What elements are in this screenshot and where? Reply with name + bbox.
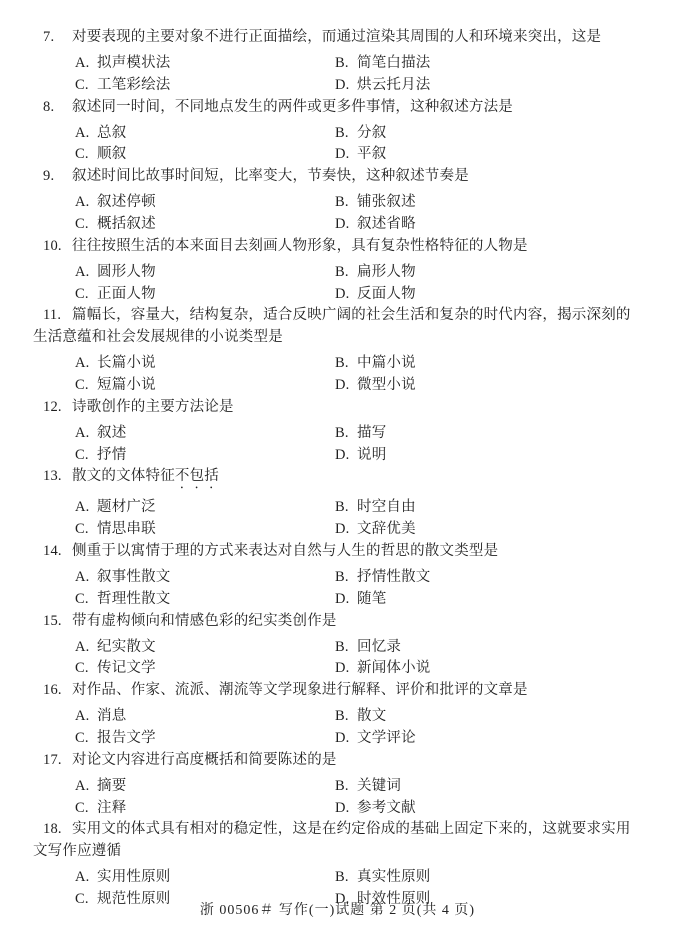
option-label: C. — [75, 660, 89, 677]
option-text: 工笔彩绘法 — [97, 76, 171, 93]
question-body: 侧重于以寓情于理的方式来表达对自然与人生的哲思的散文类型是 — [72, 542, 499, 559]
option-text: 烘云托月法 — [357, 76, 431, 93]
option-label: C. — [75, 799, 89, 816]
question-stem — [33, 27, 635, 53]
option-label: A. — [75, 869, 90, 886]
option-text: 说明 — [357, 446, 387, 463]
option-label: B. — [335, 124, 349, 141]
option-item — [75, 144, 335, 166]
question-block — [33, 541, 635, 611]
question-body: 往往按照生活的本来面目去刻画人物形象，具有复杂性格特征的人物是 — [72, 237, 528, 254]
question-body: 对作品、作家、流派、潮流等文学现象进行解释、评价和批评的文章是 — [72, 682, 528, 699]
question-stem — [33, 397, 635, 423]
option-text: 正面人物 — [97, 285, 156, 302]
question-block — [33, 27, 635, 97]
option-item — [75, 776, 335, 798]
question-block — [33, 466, 635, 541]
question-block — [33, 236, 635, 306]
option-label: C. — [75, 446, 89, 463]
option-item — [335, 567, 635, 589]
options-grid — [75, 123, 635, 167]
option-label: B. — [335, 869, 349, 886]
option-text: 微型小说 — [357, 376, 416, 393]
option-label: D. — [335, 215, 350, 232]
question-number: 11. — [43, 307, 62, 324]
question-stem — [33, 97, 635, 123]
option-label: D. — [335, 285, 350, 302]
option-text: 抒情性散文 — [357, 568, 431, 585]
option-text: 叙述停顿 — [97, 194, 156, 211]
option-text: 文辞优美 — [357, 521, 416, 538]
option-text: 题材广泛 — [97, 499, 156, 516]
option-label: A. — [75, 777, 90, 794]
page-footer: 浙 00506＃ 写作(一)试题 第 2 页(共 4 页) — [199, 903, 476, 918]
option-text: 扁形人物 — [357, 263, 416, 280]
option-item — [75, 798, 335, 820]
option-text: 纪实散文 — [97, 638, 156, 655]
option-label: A. — [75, 194, 90, 211]
option-text: 叙事性散文 — [97, 568, 171, 585]
options-grid — [75, 353, 635, 397]
option-text: 回忆录 — [357, 638, 402, 655]
option-label: A. — [75, 568, 90, 585]
option-item — [75, 262, 335, 284]
option-label: D. — [335, 521, 350, 538]
option-label: B. — [335, 708, 349, 725]
option-item — [335, 706, 635, 728]
option-item — [335, 214, 635, 236]
option-label: C. — [75, 376, 89, 393]
option-item — [75, 353, 335, 375]
question-body: 叙述同一时间，不同地点发生的两件或更多件事情，这种叙述方法是 — [72, 98, 513, 115]
option-text: 实用性原则 — [97, 869, 171, 886]
option-item — [75, 284, 335, 306]
option-text: 总叙 — [97, 124, 127, 141]
option-text: 长篇小说 — [97, 355, 156, 372]
question-block — [33, 305, 635, 396]
option-text: 圆形人物 — [97, 263, 156, 280]
option-item — [335, 53, 635, 75]
option-text: 简笔白描法 — [357, 55, 431, 71]
option-text: 参考文献 — [357, 799, 416, 816]
question-block — [33, 750, 635, 820]
option-item — [75, 867, 335, 889]
option-item — [335, 284, 635, 306]
option-item — [75, 589, 335, 611]
question-number: 9. — [43, 168, 55, 185]
option-item — [335, 123, 635, 145]
option-item — [335, 867, 635, 889]
question-stem — [33, 680, 635, 706]
option-text: 文学评论 — [357, 729, 416, 746]
option-label: D. — [335, 446, 350, 463]
option-text: 真实性原则 — [357, 869, 431, 886]
option-text: 注释 — [97, 799, 127, 816]
question-number: 12. — [43, 398, 62, 415]
option-label: B. — [335, 638, 349, 655]
question-number: 17. — [43, 751, 62, 768]
option-label: C. — [75, 729, 89, 746]
option-label: B. — [335, 777, 349, 794]
option-label: A. — [75, 638, 90, 655]
question-body: 带有虚构倾向和情感色彩的纪实类创作是 — [72, 612, 337, 629]
option-item — [335, 192, 635, 214]
option-text: 报告文学 — [97, 729, 156, 746]
question-number: 7. — [43, 29, 55, 45]
options-grid — [75, 567, 635, 611]
option-label: D. — [335, 729, 350, 746]
question-body: 篇幅长，容量大，结构复杂，适合反映广阔的社会生活和复杂的时代内容，揭示深刻的生活意蕴和社会发展规律的小说类型是 — [33, 307, 631, 346]
option-label: C. — [75, 76, 89, 93]
question-body: 对要表现的主要对象不进行正面描绘，而通过渲染其周围的人和环境来突出，这是 — [72, 29, 602, 45]
option-text: 规范性原则 — [97, 890, 171, 907]
option-item — [335, 589, 635, 611]
question-emphasis: 不包括 — [174, 468, 220, 485]
option-label: A. — [75, 355, 90, 372]
option-item — [75, 123, 335, 145]
question-list — [33, 27, 635, 911]
option-label: C. — [75, 215, 89, 232]
option-label: D. — [335, 890, 350, 907]
question-body: 实用文的体式具有相对的稳定性，这是在约定俗成的基础上固定下来的，这就要求实用文写作应遵循 — [33, 821, 631, 860]
option-label: B. — [335, 55, 349, 71]
options-grid — [75, 423, 635, 467]
option-label: B. — [335, 499, 349, 516]
question-block — [33, 397, 635, 467]
option-label: B. — [335, 424, 349, 441]
options-grid — [75, 53, 635, 97]
option-item — [75, 637, 335, 659]
question-number: 16. — [43, 682, 62, 699]
option-text: 传记文学 — [97, 660, 156, 677]
option-item — [335, 144, 635, 166]
option-label: D. — [335, 799, 350, 816]
option-text: 消息 — [97, 708, 127, 725]
question-stem — [33, 305, 635, 353]
option-text: 拟声模状法 — [97, 55, 171, 71]
option-item — [335, 519, 635, 541]
question-number: 15. — [43, 612, 62, 629]
option-item — [75, 567, 335, 589]
option-label: D. — [335, 76, 350, 93]
option-item — [75, 445, 335, 467]
option-text: 反面人物 — [357, 285, 416, 302]
option-item — [335, 728, 635, 750]
question-block — [33, 819, 635, 910]
option-text: 摘要 — [97, 777, 127, 794]
options-grid — [75, 637, 635, 681]
option-item — [335, 798, 635, 820]
option-item — [335, 75, 635, 97]
option-text: 中篇小说 — [357, 355, 416, 372]
option-text: 情思串联 — [97, 521, 156, 538]
option-text: 时空自由 — [357, 499, 416, 516]
option-text: 随笔 — [357, 590, 387, 607]
option-label: B. — [335, 355, 349, 372]
option-text: 新闻体小说 — [357, 660, 431, 677]
option-item — [75, 75, 335, 97]
option-item — [335, 262, 635, 284]
option-item — [335, 375, 635, 397]
option-label: B. — [335, 263, 349, 280]
option-text: 概括叙述 — [97, 215, 156, 232]
question-stem — [33, 750, 635, 776]
option-label: D. — [335, 660, 350, 677]
options-grid — [75, 262, 635, 306]
option-item — [335, 445, 635, 467]
question-stem — [33, 466, 635, 492]
option-text: 描写 — [357, 424, 387, 441]
option-text: 分叙 — [357, 124, 387, 141]
question-number: 14. — [43, 542, 62, 559]
option-label: A. — [75, 55, 90, 71]
option-item — [335, 658, 635, 680]
option-item — [335, 637, 635, 659]
question-body: 对论文内容进行高度概括和简要陈述的是 — [72, 751, 337, 768]
question-body: 叙述时间比故事时间短，比率变大，节奏快，这种叙述节奏是 — [72, 168, 469, 185]
option-item — [75, 497, 335, 519]
option-item — [75, 375, 335, 397]
option-text: 哲理性散文 — [97, 590, 171, 607]
question-block — [33, 680, 635, 750]
option-label: A. — [75, 708, 90, 725]
option-item — [75, 192, 335, 214]
options-grid — [75, 497, 635, 541]
option-text: 铺张叙述 — [357, 194, 416, 211]
option-text: 时效性原则 — [357, 890, 431, 907]
question-number: 13. — [43, 468, 62, 485]
option-text: 叙述 — [97, 424, 127, 441]
option-item — [335, 497, 635, 519]
option-label: C. — [75, 590, 89, 607]
option-label: C. — [75, 890, 89, 907]
option-label: B. — [335, 568, 349, 585]
option-label: A. — [75, 124, 90, 141]
option-item — [75, 728, 335, 750]
question-stem — [33, 819, 635, 867]
option-text: 叙述省略 — [357, 215, 416, 232]
option-label: C. — [75, 285, 89, 302]
question-number: 10. — [43, 237, 62, 254]
option-item — [335, 776, 635, 798]
question-stem — [33, 541, 635, 567]
question-block — [33, 166, 635, 236]
option-text: 散文 — [357, 708, 387, 725]
option-label: A. — [75, 424, 90, 441]
question-stem — [33, 611, 635, 637]
option-text: 短篇小说 — [97, 376, 156, 393]
question-stem — [33, 236, 635, 262]
option-text: 顺叙 — [97, 146, 127, 163]
option-label: D. — [335, 590, 350, 607]
option-item — [335, 423, 635, 445]
option-text: 关键词 — [357, 777, 402, 794]
option-item — [75, 519, 335, 541]
option-item — [75, 214, 335, 236]
option-label: C. — [75, 521, 89, 538]
options-grid — [75, 706, 635, 750]
option-text: 平叙 — [357, 146, 387, 163]
question-block — [33, 97, 635, 167]
options-grid — [75, 776, 635, 820]
option-text: 抒情 — [97, 446, 127, 463]
option-item — [75, 423, 335, 445]
question-body: 诗歌创作的主要方法论是 — [72, 398, 234, 415]
question-stem — [33, 166, 635, 192]
option-label: B. — [335, 194, 349, 211]
option-item — [335, 353, 635, 375]
question-block — [33, 611, 635, 681]
question-body: 散文的文体特征 — [72, 468, 175, 485]
option-label: C. — [75, 146, 89, 163]
option-label: A. — [75, 263, 90, 280]
option-label: D. — [335, 376, 350, 393]
option-label: D. — [335, 146, 350, 163]
options-grid — [75, 192, 635, 236]
option-item — [75, 53, 335, 75]
question-number: 18. — [43, 821, 62, 838]
option-label: A. — [75, 499, 90, 516]
question-number: 8. — [43, 98, 55, 115]
option-item — [75, 658, 335, 680]
option-item — [75, 706, 335, 728]
